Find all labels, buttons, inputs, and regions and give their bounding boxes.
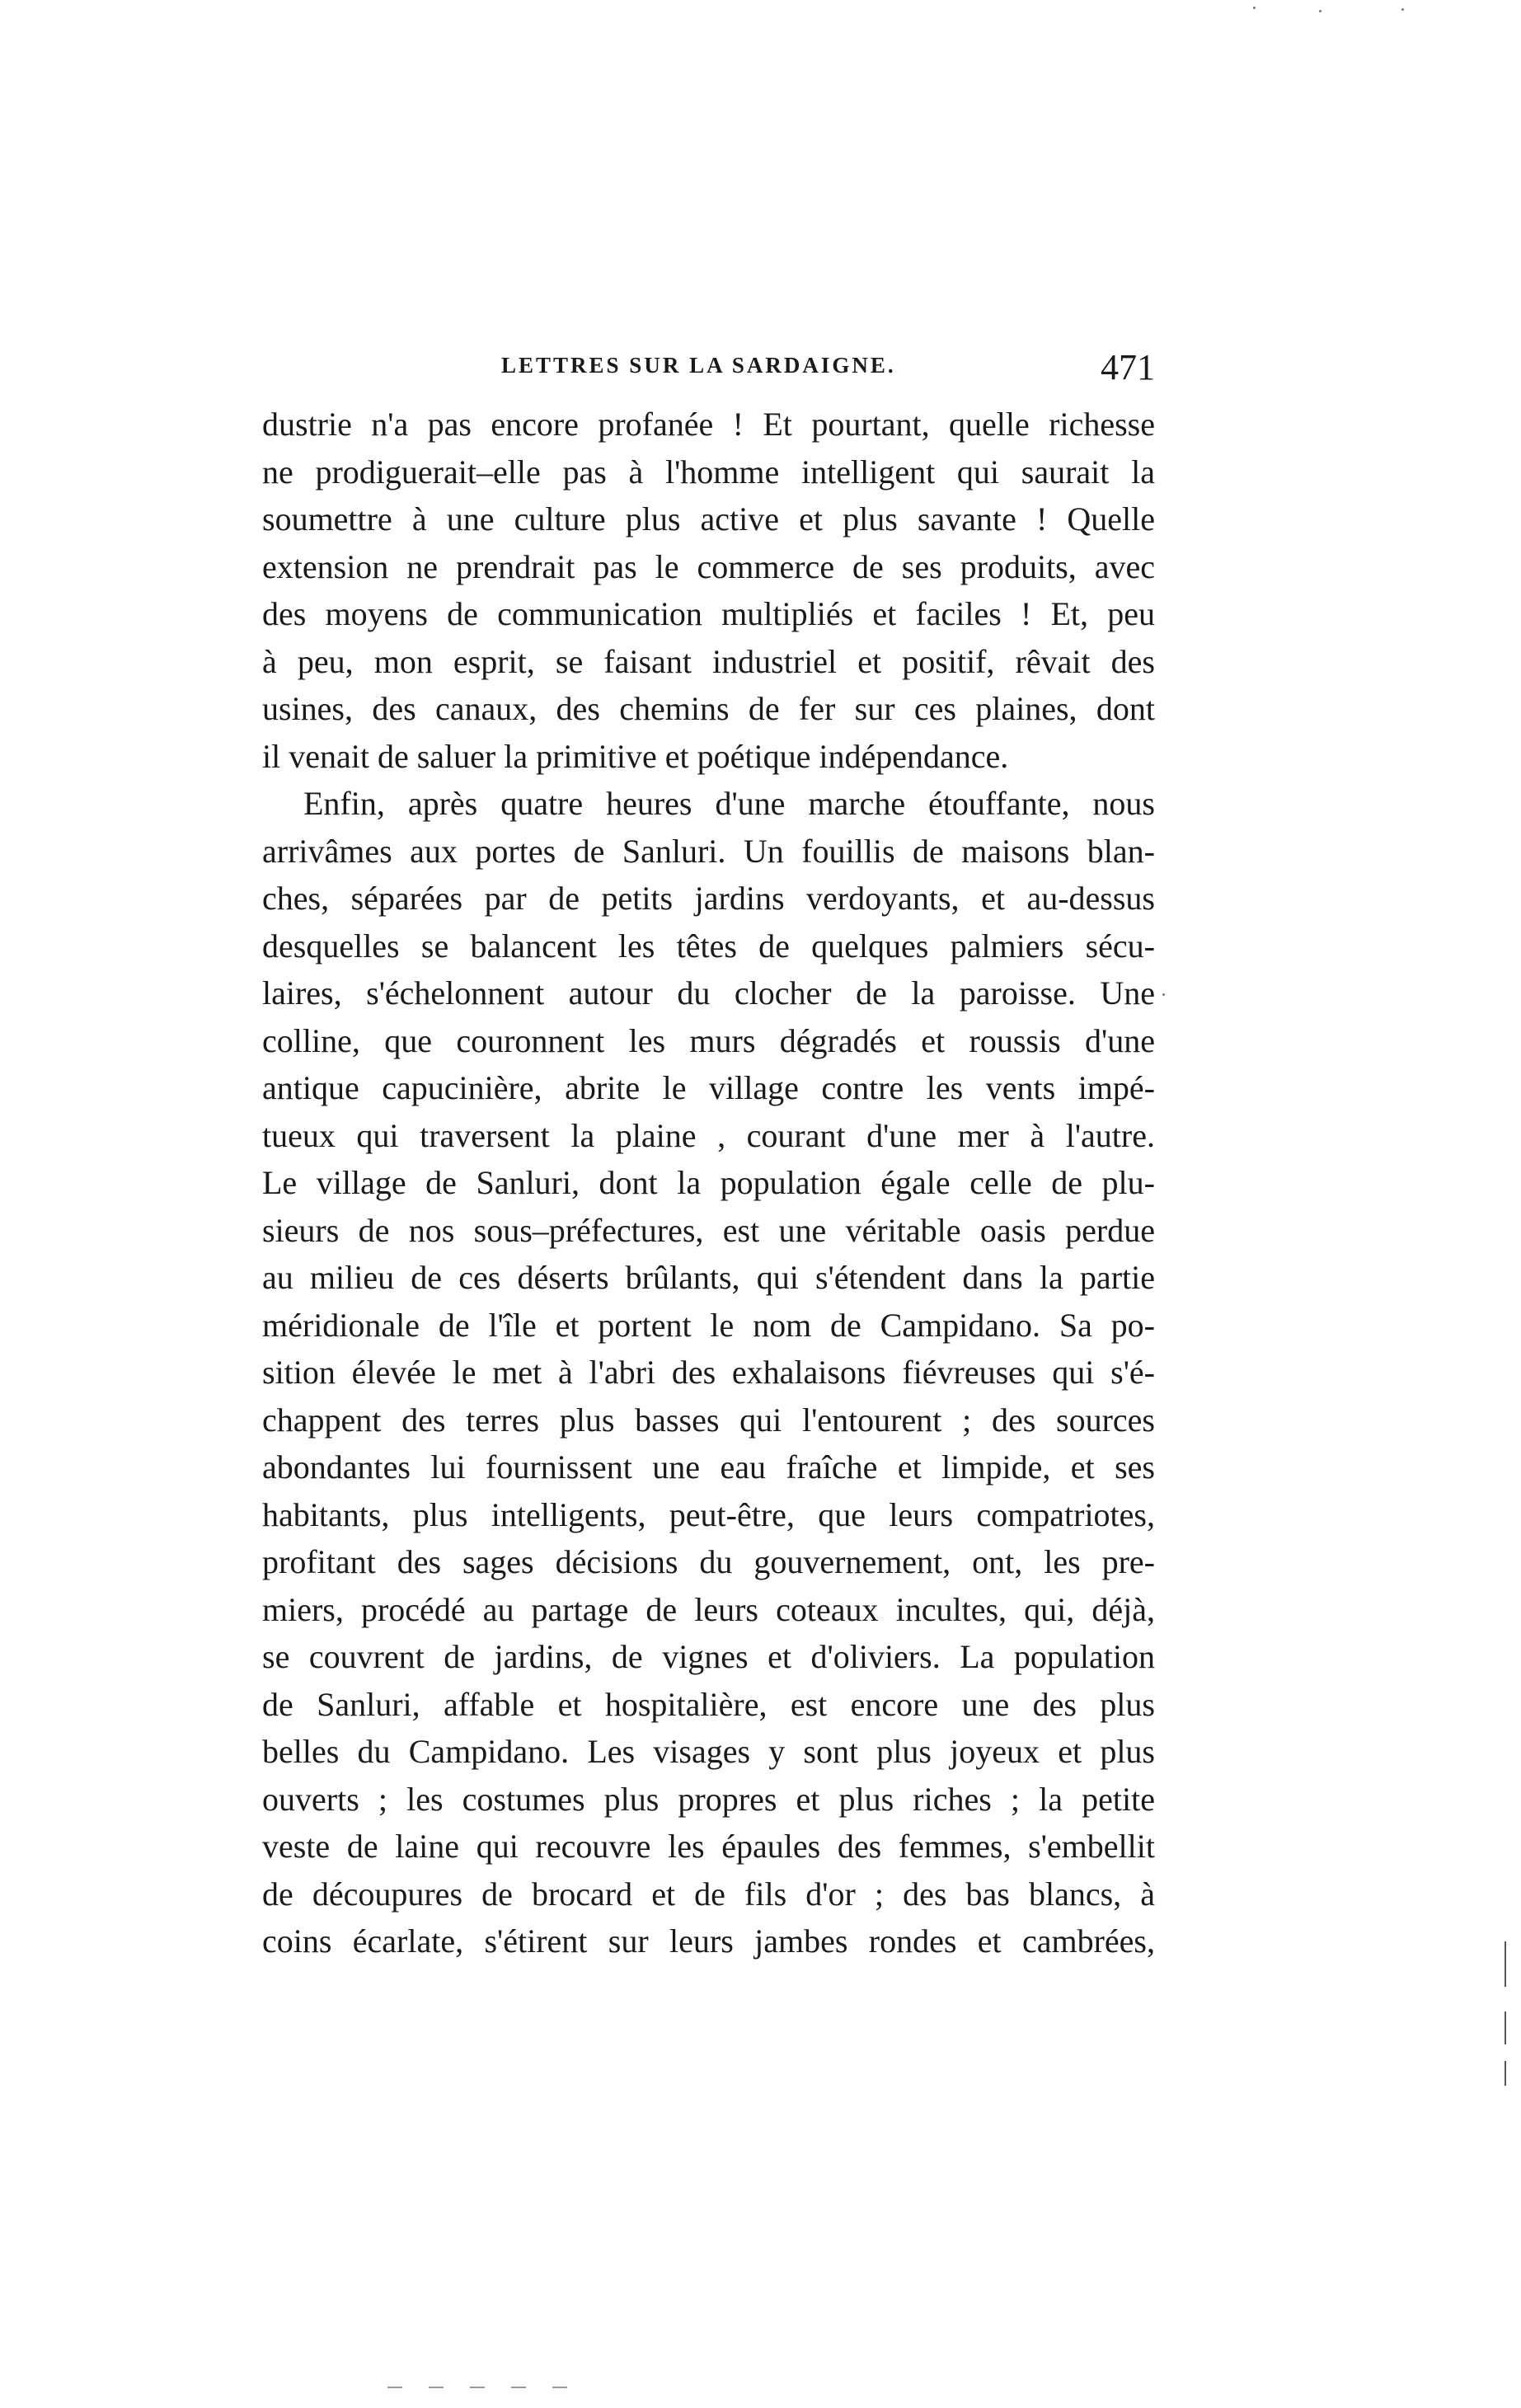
text-line: abondantes lui fournissent une eau fraîche et limpide, et ses xyxy=(262,1448,1155,1486)
text-line: Le village de Sanluri, dont la population égale celle de plu- xyxy=(262,1164,1155,1201)
scan-bottom-dash xyxy=(387,2387,402,2388)
scan-bottom-dash xyxy=(511,2387,526,2388)
text-line: des moyens de communication multipliés et faciles ! Et, peu xyxy=(262,595,1155,632)
text-line: il venait de saluer la primitive et poétique indépendance. xyxy=(262,737,1009,775)
text-line: arrivâmes aux portes de Sanluri. Un fouillis de maisons blan- xyxy=(262,832,1155,870)
text-line: méridionale de l'île et portent le nom de Campidano. Sa po- xyxy=(262,1306,1155,1344)
text-line: soumettre à une culture plus active et plus savante ! Quelle xyxy=(262,500,1155,537)
text-line: belles du Campidano. Les visages y sont plus joyeux et plus xyxy=(262,1733,1155,1770)
text-line: usines, des canaux, des chemins de fer sur ces plaines, dont xyxy=(262,690,1155,727)
scan-margin-mark xyxy=(1505,1941,1506,1987)
scan-margin-mark xyxy=(1505,2011,1506,2044)
paragraph-2 xyxy=(262,780,1155,1965)
body-text xyxy=(262,401,1155,1965)
paragraph-1 xyxy=(262,401,1155,780)
text-line: coins écarlate, s'étirent sur leurs jambes rondes et cambrées, xyxy=(262,1922,1155,1960)
text-line: ne prodiguerait–elle pas à l'homme intelligent qui saurait la xyxy=(262,453,1155,491)
text-line: de découpures de brocard et de fils d'or ; des bas blancs, à xyxy=(262,1875,1155,1913)
text-line: laires, s'échelonnent autour du clocher de la paroisse. Une xyxy=(262,974,1155,1012)
text-line: à peu, mon esprit, se faisant industriel et positif, rêvait des xyxy=(262,642,1155,680)
text-line: habitants, plus intelligents, peut-être, que leurs compatriotes, xyxy=(262,1495,1155,1533)
text-line: veste de laine qui recouvre les épaules des femmes, s'embellit xyxy=(262,1828,1155,1865)
text-line: se couvrent de jardins, de vignes et d'oliviers. La population xyxy=(262,1638,1155,1675)
running-header xyxy=(262,346,1155,396)
text-line: chappent des terres plus basses qui l'entourent ; des sources xyxy=(262,1401,1155,1439)
text-line: dustrie n'a pas encore profanée ! Et pourtant, quelle richesse xyxy=(262,406,1155,443)
scan-speck xyxy=(1162,993,1165,996)
text-line: colline, que couronnent les murs dégradés et roussis d'une xyxy=(262,1021,1155,1059)
text-line: miers, procédé au partage de leurs coteaux incultes, qui, déjà, xyxy=(262,1590,1155,1628)
running-title: LETTRES SUR LA SARDAIGNE. xyxy=(501,353,896,378)
text-line: Enfin, après quatre heures d'une marche étouffante, nous xyxy=(303,785,1155,822)
text-line: profitant des sages décisions du gouvernement, ont, les pre- xyxy=(262,1543,1155,1580)
text-line: sieurs de nos sous–préfectures, est une véritable oasis perdue xyxy=(262,1211,1155,1249)
page-number: 471 xyxy=(1101,347,1155,387)
text-line: sition élevée le met à l'abri des exhalaisons fiévreuses qui s'é- xyxy=(262,1354,1155,1391)
scan-speck xyxy=(1253,7,1256,9)
text-line: de Sanluri, affable et hospitalière, est encore une des plus xyxy=(262,1685,1155,1723)
text-line: desquelles se balancent les têtes de quelques palmiers sécu- xyxy=(262,927,1155,965)
text-line: extension ne prendrait pas le commerce de ses produits, avec xyxy=(262,547,1155,585)
scan-bottom-dash xyxy=(470,2387,485,2388)
text-line: ouverts ; les costumes plus propres et plus riches ; la petite xyxy=(262,1780,1155,1818)
scan-bottom-dash xyxy=(429,2387,444,2388)
text-line: au milieu de ces déserts brûlants, qui s'étendent dans la partie xyxy=(262,1259,1155,1296)
scan-margin-mark xyxy=(1505,2061,1506,2086)
text-line: tueux qui traversent la plaine , courant d'une mer à l'autre. xyxy=(262,1116,1155,1154)
scan-speck xyxy=(1401,8,1404,11)
scan-bottom-dash xyxy=(552,2387,567,2388)
text-line: antique capucinière, abrite le village contre les vents impé- xyxy=(262,1069,1155,1106)
scan-speck xyxy=(1319,10,1321,12)
text-line: ches, séparées par de petits jardins verdoyants, et au-dessus xyxy=(262,880,1155,917)
